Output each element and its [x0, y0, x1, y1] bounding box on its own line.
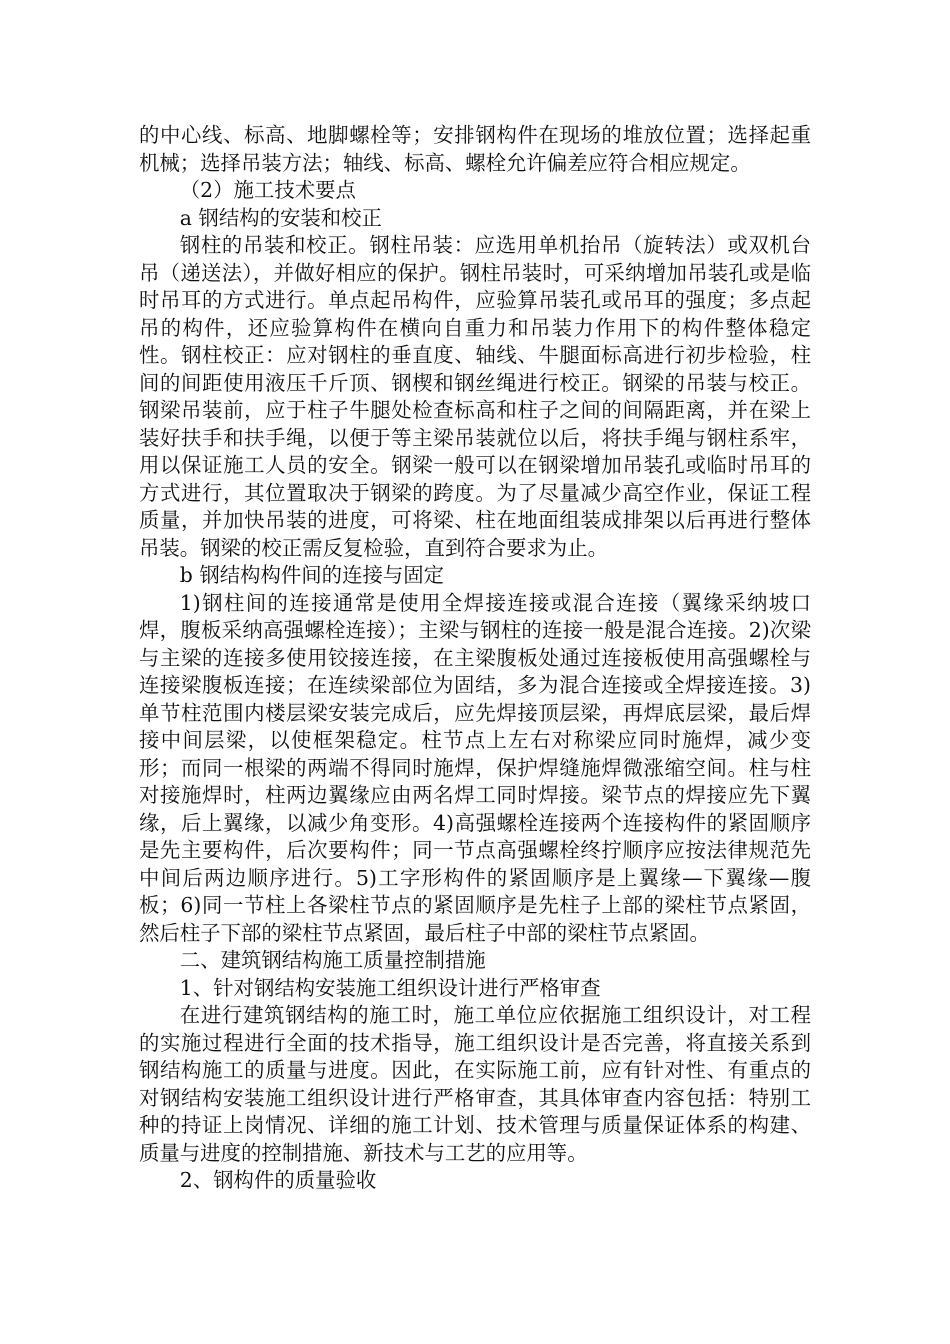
- paragraph-design-review: 在进行建筑钢结构的施工时，施工单位应依据施工组织设计，对工程的实施过程进行全面的技术指导，施工组织设计是否完善，将直接关系到钢结构施工的质量与进度。因此，在实际施工前，应有针对性、有重点的对钢结构安装施工组织设计进行严格审查，其具体审查内容包括：特别工种的持证上岗情况、详细的施工计划、技术管理与质量保证体系的构建、质量与进度的控制措施、新技术与工艺的应用等。: [139, 1003, 811, 1165]
- paragraph-column-hoisting: 钢柱的吊装和校正。钢柱吊装：应选用单机抬吊（旋转法）或双机台吊（递送法），并做好相应的保护。钢柱吊装时，可采纳增加吊装孔或是临时吊耳的方式进行。单点起吊构件，应验算吊装孔或吊耳的强度；多点起吊的构件，还应验算构件在横向自重力和吊装力作用下的构件整体稳定性。钢柱校正：应对钢柱的垂直度、轴线、牛腿面标高进行初步检验，柱间的间距使用液压千斤顶、钢楔和钢丝绳进行校正。钢梁的吊装与校正。钢梁吊装前，应于柱子牛腿处检查标高和柱子之间的间隔距离，并在梁上装好扶手和扶手绳，以便于等主梁吊装就位以后，将扶手绳与钢柱系牢，用以保证施工人员的安全。钢梁一般可以在钢梁增加吊装孔或临时吊耳的方式进行，其位置取决于钢梁的跨度。为了尽量减少高空作业，保证工程质量，并加快吊装的进度，可将梁、柱在地面组装成排架以后再进行整体吊装。钢梁的校正需反复检验，直到符合要求为止。: [139, 233, 811, 560]
- subheading-installation-correction: a 钢结构的安装和校正: [179, 205, 382, 230]
- paragraph-continued: 的中心线、标高、地脚螺栓等；安排钢构件在现场的堆放位置；选择起重机械；选择吊装方法；轴线、标高、螺栓允许偏差应符合相应规定。: [139, 123, 811, 175]
- document-body: [139, 122, 811, 1195]
- subheading-design-review: 1、针对钢结构安装施工组织设计进行严格审查: [179, 975, 601, 1000]
- subheading-connection-fixing: b 钢结构构件间的连接与固定: [179, 563, 445, 587]
- section-heading-quality-control: 二、建筑钢结构施工质量控制措施: [179, 948, 486, 972]
- paragraph-connections: 1)钢柱间的连接通常是使用全焊接连接或混合连接（翼缘采纳坡口焊，腹板采纳高强螺栓连接）；主梁与钢柱的连接一般是混合连接。2)次梁与主梁的连接多使用铰接连接，在主梁腹板处通过连接板使用高强螺栓与连接梁腹板连接；在连续梁部位为固结，多为混合连接或全焊接连接。3)单节柱范围内楼层梁安装完成后，应先焊接顶层梁，再焊底层梁，最后焊接中间层梁，以使框架稳定。柱节点上左右对称梁应同时施焊，减少变形；而同一根梁的两端不得同时施焊，保护焊缝施焊微涨缩空间。柱与柱对接施焊时，柱两边翼缘应由两名焊工同时焊接。梁节点的焊接应先下翼缘，后上翼缘，以减少角变形。4)高强螺栓连接两个连接构件的紧固顺序是先主要构件，后次要构件；同一节点高强螺栓终拧顺序应按法律规范先中间后两边顺序进行。5)工字形构件的紧固顺序是上翼缘—下翼缘—腹板；6)同一节柱上各梁柱节点的紧固顺序是先柱子上部的梁柱节点紧固，然后柱子下部的梁柱节点紧固，最后柱子中部的梁柱节点紧固。: [139, 590, 811, 945]
- section-heading-construction-points: （2）施工技术要点: [179, 178, 356, 202]
- subheading-component-acceptance: 2、钢构件的质量验收: [179, 1168, 377, 1192]
